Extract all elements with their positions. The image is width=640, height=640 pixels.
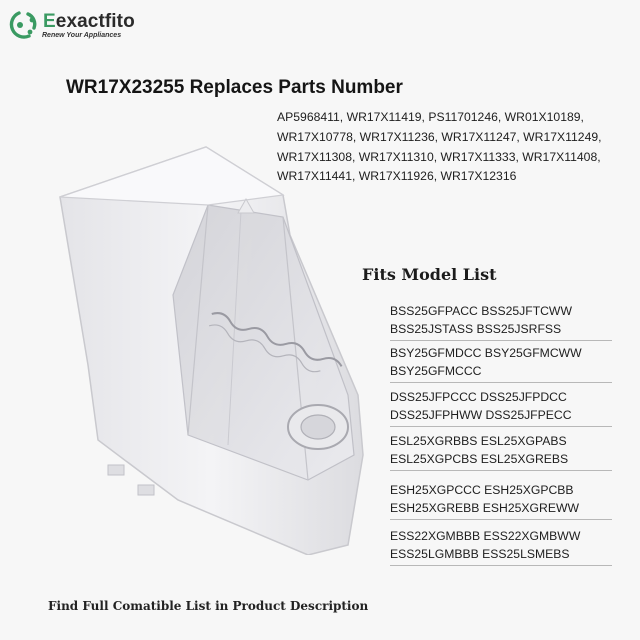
model-row: BSS25GFPACC BSS25JFTCWW: [390, 304, 572, 318]
model-row: DSS25JFPCCC DSS25JFPDCC: [390, 390, 567, 404]
model-row: BSY25GFMDCC BSY25GFMCWW: [390, 346, 582, 360]
brand-name: Eexactfito: [43, 11, 135, 32]
replaced-parts-row: WR17X10778, WR17X11236, WR17X11247, WR17X11249,: [277, 129, 602, 144]
headline: [66, 77, 403, 99]
headline-part-number: WR17X23255: [66, 77, 185, 98]
model-group: [390, 345, 612, 383]
fits-model-list-title: Fits Model List: [362, 265, 497, 284]
model-group: [390, 303, 612, 341]
model-row: ESH25XGREBB ESH25XGREWW: [390, 500, 579, 515]
brand-logo: [8, 8, 168, 48]
model-row: BSY25GFMCCC: [390, 363, 482, 378]
product-image: [58, 135, 408, 555]
model-group: [390, 389, 612, 427]
replaced-parts-row: AP5968411, WR17X11419, PS11701246, WR01X10189,: [277, 110, 584, 124]
model-row: ESL25XGRBBS ESL25XGPABS: [390, 434, 567, 448]
green-gear-recycle-icon: [8, 10, 40, 40]
model-group: [390, 528, 612, 566]
model-row: ESH25XGPCCC ESH25XGPCBB: [390, 483, 574, 497]
model-group: [390, 482, 612, 520]
replaced-parts-row: WR17X11441, WR17X11926, WR17X12316: [277, 169, 517, 184]
model-row: ESL25XGPCBS ESL25XGREBS: [390, 451, 569, 466]
model-row: ESS22XGMBBB ESS22XGMBWW: [390, 529, 581, 543]
model-row: ESS25LGMBBB ESS25LSMEBS: [390, 546, 570, 561]
model-row: DSS25JFPHWW DSS25JFPECC: [390, 407, 572, 422]
replaced-parts-row: WR17X11308, WR17X11310, WR17X11333, WR17X11408,: [277, 149, 601, 164]
headline-suffix: Replaces Parts Number: [189, 77, 403, 98]
footer-note: Find Full Comatible List in Product Description: [48, 599, 369, 613]
brand-tagline: Renew Your Appliances: [42, 32, 122, 39]
model-row: BSS25JSTASS BSS25JSRFSS: [390, 321, 562, 336]
model-group: [390, 433, 612, 471]
